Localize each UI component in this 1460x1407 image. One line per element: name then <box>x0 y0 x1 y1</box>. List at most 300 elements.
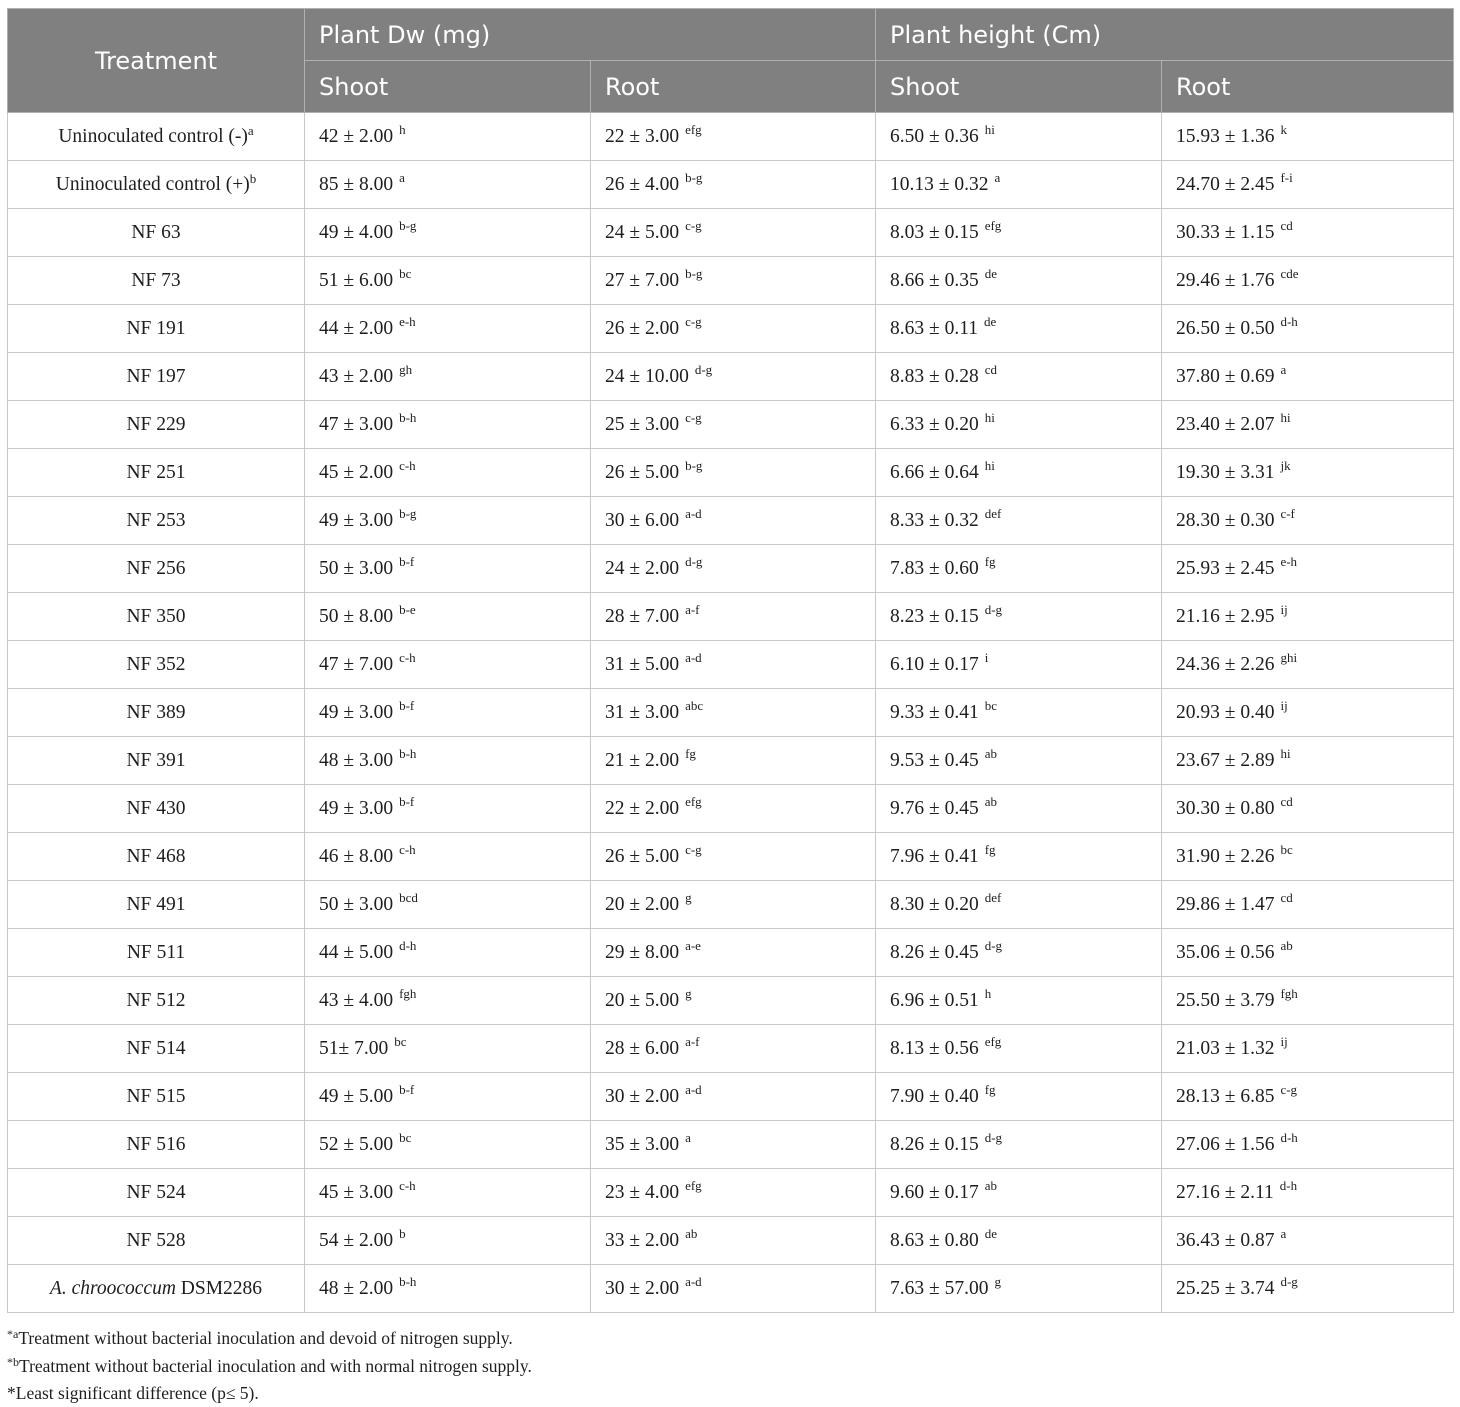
height-root-cell <box>1162 113 1454 161</box>
height-root-cell <box>1162 689 1454 737</box>
height-shoot-value: 8.26 ± 0.45 <box>890 941 979 963</box>
header-height-shoot: Shoot <box>876 61 1162 113</box>
dw-shoot-significance: d-h <box>399 937 417 953</box>
dw-root-cell <box>591 1121 876 1169</box>
treatment-cell <box>8 833 305 881</box>
height-root-significance: k <box>1280 121 1287 137</box>
dw-shoot-value: 43 ± 2.00 <box>319 365 394 387</box>
dw-shoot-value: 49 ± 3.00 <box>319 701 394 723</box>
footnote-mark: b <box>13 1354 19 1369</box>
dw-shoot-value: 47 ± 7.00 <box>319 653 394 675</box>
dw-root-value: 20 ± 5.00 <box>605 989 680 1011</box>
table-row <box>8 497 1454 545</box>
dw-root-cell <box>591 257 876 305</box>
table-row <box>8 833 1454 881</box>
height-shoot-significance: i <box>984 649 989 665</box>
dw-root-significance: ab <box>685 1225 698 1241</box>
dw-shoot-cell <box>305 401 591 449</box>
height-root-value: 24.70 ± 2.45 <box>1176 173 1275 195</box>
height-root-cell <box>1162 353 1454 401</box>
footnote-star: * <box>7 1354 13 1369</box>
height-shoot-value: 8.83 ± 0.28 <box>890 365 979 387</box>
height-shoot-value: 6.96 ± 0.51 <box>890 989 979 1011</box>
height-shoot-cell <box>876 1169 1162 1217</box>
dw-shoot-cell <box>305 833 591 881</box>
height-shoot-value: 6.50 ± 0.36 <box>890 125 979 147</box>
table-row <box>8 545 1454 593</box>
height-root-value: 31.90 ± 2.26 <box>1176 845 1275 867</box>
dw-shoot-cell <box>305 881 591 929</box>
height-shoot-value: 9.33 ± 0.41 <box>890 701 979 723</box>
treatment-name: Uninoculated control (-) <box>58 125 248 147</box>
height-shoot-value: 8.33 ± 0.32 <box>890 509 979 531</box>
height-root-value: 21.03 ± 1.32 <box>1176 1037 1275 1059</box>
height-root-significance: bc <box>1280 841 1293 857</box>
height-shoot-significance: fg <box>984 1081 996 1097</box>
height-root-significance: a <box>1280 1225 1287 1241</box>
treatment-name: NF 63 <box>131 221 181 243</box>
results-table-container <box>7 8 1453 1313</box>
dw-root-value: 25 ± 3.00 <box>605 413 680 435</box>
treatment-name: A. chroococcum <box>49 1277 176 1299</box>
treatment-cell <box>8 1265 305 1313</box>
height-shoot-value: 6.66 ± 0.64 <box>890 461 979 483</box>
height-shoot-cell <box>876 305 1162 353</box>
height-shoot-cell <box>876 977 1162 1025</box>
height-root-significance: cd <box>1280 217 1293 233</box>
dw-root-value: 22 ± 3.00 <box>605 125 680 147</box>
dw-root-cell <box>591 1073 876 1121</box>
treatment-name: NF 256 <box>126 557 186 579</box>
treatment-cell <box>8 1217 305 1265</box>
dw-shoot-value: 49 ± 5.00 <box>319 1085 394 1107</box>
header-dw-root: Root <box>591 61 876 113</box>
treatment-cell <box>8 1025 305 1073</box>
dw-shoot-value: 54 ± 2.00 <box>319 1229 394 1251</box>
footnote <box>7 1326 532 1354</box>
treatment-cell <box>8 785 305 833</box>
treatment-name: NF 253 <box>126 509 186 531</box>
height-shoot-value: 6.10 ± 0.17 <box>890 653 979 675</box>
height-shoot-value: 8.03 ± 0.15 <box>890 221 979 243</box>
height-root-significance: c-g <box>1280 1081 1298 1097</box>
height-shoot-significance: a <box>994 169 1001 185</box>
footnote-text: Treatment without bacterial inoculation and devoid of nitrogen supply. <box>18 1328 513 1348</box>
height-shoot-cell <box>876 1265 1162 1313</box>
dw-root-value: 26 ± 4.00 <box>605 173 680 195</box>
height-shoot-cell <box>876 401 1162 449</box>
dw-root-cell <box>591 785 876 833</box>
height-root-significance: ij <box>1280 1033 1288 1049</box>
treatment-cell <box>8 305 305 353</box>
dw-root-cell <box>591 641 876 689</box>
dw-root-significance: b-g <box>685 169 703 185</box>
height-shoot-significance: de <box>984 1225 997 1241</box>
dw-root-cell <box>591 449 876 497</box>
dw-shoot-value: 43 ± 4.00 <box>319 989 394 1011</box>
height-shoot-significance: hi <box>984 457 995 473</box>
dw-root-cell <box>591 977 876 1025</box>
height-root-value: 29.46 ± 1.76 <box>1176 269 1275 291</box>
dw-shoot-cell <box>305 977 591 1025</box>
height-root-significance: hi <box>1280 409 1291 425</box>
dw-root-significance: efg <box>685 793 702 809</box>
table-row <box>8 113 1454 161</box>
dw-shoot-cell <box>305 353 591 401</box>
dw-root-cell <box>591 689 876 737</box>
footnote-mark: a <box>13 1327 19 1341</box>
height-shoot-value: 8.63 ± 0.80 <box>890 1229 979 1251</box>
height-root-cell <box>1162 593 1454 641</box>
dw-shoot-value: 50 ± 3.00 <box>319 557 394 579</box>
dw-root-significance: efg <box>685 121 702 137</box>
table-row <box>8 257 1454 305</box>
dw-root-value: 31 ± 5.00 <box>605 653 680 675</box>
table-row <box>8 1265 1454 1313</box>
height-root-value: 27.16 ± 2.11 <box>1176 1181 1274 1203</box>
height-shoot-value: 8.26 ± 0.15 <box>890 1133 979 1155</box>
dw-root-value: 26 ± 5.00 <box>605 461 680 483</box>
table-row <box>8 641 1454 689</box>
footnote-star: * <box>7 1327 13 1341</box>
height-root-significance: c-f <box>1280 505 1295 521</box>
table-row <box>8 929 1454 977</box>
height-root-significance: a <box>1280 361 1287 377</box>
height-root-cell <box>1162 881 1454 929</box>
height-root-value: 23.40 ± 2.07 <box>1176 413 1275 435</box>
footnote <box>7 1354 532 1382</box>
dw-shoot-cell <box>305 1073 591 1121</box>
dw-shoot-significance: b-f <box>399 553 415 569</box>
dw-shoot-significance: c-h <box>399 649 416 665</box>
footnote-text: Treatment without bacterial inoculation and with normal nitrogen supply. <box>19 1355 532 1376</box>
height-root-cell <box>1162 209 1454 257</box>
footnotes <box>7 1326 532 1407</box>
dw-shoot-cell <box>305 161 591 209</box>
height-root-cell <box>1162 545 1454 593</box>
dw-root-value: 23 ± 4.00 <box>605 1181 680 1203</box>
height-shoot-value: 9.60 ± 0.17 <box>890 1181 979 1203</box>
height-shoot-cell <box>876 353 1162 401</box>
dw-root-value: 26 ± 5.00 <box>605 845 680 867</box>
dw-root-value: 20 ± 2.00 <box>605 893 680 915</box>
treatment-cell <box>8 737 305 785</box>
dw-shoot-cell <box>305 209 591 257</box>
dw-shoot-significance: bcd <box>399 889 418 905</box>
dw-root-cell <box>591 593 876 641</box>
treatment-name: NF 512 <box>126 989 186 1011</box>
dw-root-value: 27 ± 7.00 <box>605 269 680 291</box>
dw-root-significance: d-g <box>694 361 713 377</box>
height-root-value: 37.80 ± 0.69 <box>1176 365 1275 387</box>
dw-shoot-value: 46 ± 8.00 <box>319 845 394 867</box>
height-shoot-cell <box>876 689 1162 737</box>
dw-shoot-significance: b-g <box>399 505 417 521</box>
footnote-text: Least significant difference (p≤ 5). <box>15 1383 259 1403</box>
height-shoot-value: 7.90 ± 0.40 <box>890 1085 979 1107</box>
dw-shoot-cell <box>305 785 591 833</box>
dw-shoot-cell <box>305 737 591 785</box>
height-shoot-value: 6.33 ± 0.20 <box>890 413 979 435</box>
header-dw-shoot: Shoot <box>305 61 591 113</box>
dw-root-value: 28 ± 6.00 <box>605 1037 680 1059</box>
dw-shoot-significance: b-f <box>399 793 415 809</box>
dw-root-cell <box>591 161 876 209</box>
treatment-name: NF 514 <box>126 1037 186 1059</box>
dw-root-cell <box>591 497 876 545</box>
height-root-significance: hi <box>1280 745 1291 761</box>
dw-root-cell <box>591 401 876 449</box>
dw-shoot-significance: b-g <box>399 217 417 233</box>
header-treatment: Treatment <box>8 9 305 113</box>
table-row <box>8 449 1454 497</box>
height-root-value: 25.93 ± 2.45 <box>1176 557 1275 579</box>
height-shoot-value: 7.63 ± 57.00 <box>890 1277 989 1299</box>
dw-shoot-significance: c-h <box>399 841 416 857</box>
treatment-name: NF 389 <box>126 701 186 723</box>
treatment-name: NF 350 <box>126 605 186 627</box>
dw-root-significance: g <box>685 985 692 1001</box>
dw-shoot-value: 48 ± 2.00 <box>319 1277 394 1299</box>
height-root-significance: fgh <box>1280 985 1298 1001</box>
dw-root-cell <box>591 353 876 401</box>
footnote <box>7 1381 532 1407</box>
height-shoot-cell <box>876 881 1162 929</box>
dw-shoot-cell <box>305 257 591 305</box>
treatment-name: Uninoculated control (+) <box>55 173 250 195</box>
height-shoot-value: 8.66 ± 0.35 <box>890 269 979 291</box>
dw-shoot-value: 44 ± 5.00 <box>319 941 394 963</box>
dw-root-cell <box>591 1025 876 1073</box>
dw-shoot-value: 49 ± 3.00 <box>319 509 394 531</box>
treatment-footnote-mark: b <box>249 170 257 186</box>
dw-shoot-significance: bc <box>399 1129 412 1145</box>
height-root-value: 20.93 ± 0.40 <box>1176 701 1275 723</box>
treatment-name: NF 352 <box>126 653 186 675</box>
dw-root-cell <box>591 833 876 881</box>
height-root-cell <box>1162 737 1454 785</box>
height-root-value: 30.30 ± 0.80 <box>1176 797 1275 819</box>
table-row <box>8 977 1454 1025</box>
dw-root-value: 30 ± 2.00 <box>605 1085 680 1107</box>
treatment-cell <box>8 161 305 209</box>
height-shoot-value: 8.63 ± 0.11 <box>890 317 978 339</box>
height-shoot-cell <box>876 161 1162 209</box>
dw-root-significance: a-d <box>685 1081 702 1097</box>
results-table <box>7 8 1454 1313</box>
dw-shoot-significance: fgh <box>399 985 417 1001</box>
dw-root-significance: b-g <box>685 457 703 473</box>
dw-shoot-value: 49 ± 3.00 <box>319 797 394 819</box>
dw-root-significance: c-g <box>685 217 702 233</box>
treatment-cell <box>8 881 305 929</box>
height-root-significance: cd <box>1280 889 1293 905</box>
height-root-cell <box>1162 401 1454 449</box>
dw-shoot-value: 44 ± 2.00 <box>319 317 394 339</box>
dw-shoot-value: 49 ± 4.00 <box>319 221 394 243</box>
dw-shoot-significance: h <box>399 121 406 137</box>
dw-shoot-value: 52 ± 5.00 <box>319 1133 394 1155</box>
height-root-cell <box>1162 257 1454 305</box>
dw-shoot-cell <box>305 305 591 353</box>
treatment-name: NF 524 <box>126 1181 186 1203</box>
height-root-value: 19.30 ± 3.31 <box>1176 461 1275 483</box>
dw-shoot-value: 42 ± 2.00 <box>319 125 394 147</box>
treatment-cell <box>8 641 305 689</box>
height-root-cell <box>1162 1025 1454 1073</box>
table-row <box>8 1217 1454 1265</box>
dw-root-significance: abc <box>685 697 704 713</box>
height-root-value: 29.86 ± 1.47 <box>1176 893 1275 915</box>
dw-root-cell <box>591 1217 876 1265</box>
dw-shoot-value: 85 ± 8.00 <box>319 173 394 195</box>
dw-root-cell <box>591 209 876 257</box>
height-shoot-significance: ab <box>984 1177 997 1193</box>
height-shoot-significance: bc <box>984 697 997 713</box>
dw-shoot-cell <box>305 1169 591 1217</box>
height-shoot-cell <box>876 785 1162 833</box>
height-root-cell <box>1162 929 1454 977</box>
height-root-value: 28.13 ± 6.85 <box>1176 1085 1275 1107</box>
height-shoot-significance: hi <box>984 409 995 425</box>
height-root-significance: d-h <box>1280 313 1298 329</box>
treatment-name: NF 515 <box>126 1085 186 1107</box>
table-row <box>8 305 1454 353</box>
height-root-value: 23.67 ± 2.89 <box>1176 749 1275 771</box>
dw-root-cell <box>591 305 876 353</box>
dw-root-value: 30 ± 2.00 <box>605 1277 680 1299</box>
height-shoot-significance: hi <box>984 121 995 137</box>
dw-root-significance: c-g <box>685 313 702 329</box>
height-root-significance: f-i <box>1280 169 1293 185</box>
height-shoot-value: 9.76 ± 0.45 <box>890 797 979 819</box>
treatment-name: NF 468 <box>126 845 186 867</box>
table-row <box>8 593 1454 641</box>
dw-shoot-significance: bc <box>394 1033 407 1049</box>
height-shoot-significance: efg <box>984 1033 1002 1049</box>
height-root-cell <box>1162 1265 1454 1313</box>
dw-root-cell <box>591 113 876 161</box>
treatment-name: NF 528 <box>126 1229 186 1251</box>
height-shoot-significance: fg <box>984 553 996 569</box>
height-shoot-significance: de <box>984 265 997 281</box>
treatment-cell <box>8 689 305 737</box>
height-shoot-cell <box>876 641 1162 689</box>
height-shoot-significance: d-g <box>984 601 1003 617</box>
dw-shoot-value: 48 ± 3.00 <box>319 749 394 771</box>
height-root-cell <box>1162 1073 1454 1121</box>
height-shoot-value: 8.23 ± 0.15 <box>890 605 979 627</box>
height-shoot-significance: h <box>984 985 992 1001</box>
height-root-significance: e-h <box>1280 553 1298 569</box>
height-root-cell <box>1162 833 1454 881</box>
dw-root-cell <box>591 737 876 785</box>
dw-root-significance: a-f <box>685 1033 700 1049</box>
dw-shoot-significance: a <box>399 169 405 185</box>
treatment-cell <box>8 449 305 497</box>
dw-shoot-value: 50 ± 8.00 <box>319 605 394 627</box>
height-shoot-cell <box>876 497 1162 545</box>
dw-root-value: 21 ± 2.00 <box>605 749 680 771</box>
dw-shoot-cell <box>305 1121 591 1169</box>
height-root-value: 30.33 ± 1.15 <box>1176 221 1275 243</box>
height-shoot-significance: fg <box>984 841 996 857</box>
treatment-cell <box>8 257 305 305</box>
dw-shoot-value: 47 ± 3.00 <box>319 413 394 435</box>
dw-shoot-cell <box>305 929 591 977</box>
height-root-cell <box>1162 1217 1454 1265</box>
height-shoot-value: 7.96 ± 0.41 <box>890 845 979 867</box>
dw-root-value: 33 ± 2.00 <box>605 1229 680 1251</box>
header-plant-dw: Plant Dw (mg) <box>305 9 876 61</box>
dw-shoot-significance: b-h <box>399 409 417 425</box>
dw-shoot-cell <box>305 641 591 689</box>
treatment-name: NF 491 <box>126 893 186 915</box>
table-body <box>8 113 1454 1313</box>
treatment-cell <box>8 1121 305 1169</box>
height-root-cell <box>1162 497 1454 545</box>
treatment-cell <box>8 497 305 545</box>
treatment-name: NF 430 <box>126 797 186 819</box>
height-shoot-significance: cd <box>984 361 997 377</box>
height-root-significance: cd <box>1280 793 1293 809</box>
height-shoot-significance: d-g <box>984 937 1003 953</box>
dw-shoot-cell <box>305 593 591 641</box>
height-root-significance: ab <box>1280 937 1293 953</box>
dw-root-value: 28 ± 7.00 <box>605 605 680 627</box>
table-row <box>8 401 1454 449</box>
dw-shoot-significance: gh <box>399 361 413 377</box>
treatment-name: NF 197 <box>126 365 186 387</box>
height-root-value: 27.06 ± 1.56 <box>1176 1133 1275 1155</box>
treatment-name: NF 229 <box>126 413 186 435</box>
height-shoot-significance: d-g <box>984 1129 1003 1145</box>
height-shoot-significance: efg <box>984 217 1002 233</box>
dw-shoot-cell <box>305 449 591 497</box>
treatment-footnote-mark: a <box>247 122 254 138</box>
height-shoot-cell <box>876 209 1162 257</box>
height-root-cell <box>1162 641 1454 689</box>
height-root-value: 21.16 ± 2.95 <box>1176 605 1275 627</box>
height-root-cell <box>1162 1169 1454 1217</box>
height-shoot-cell <box>876 449 1162 497</box>
dw-shoot-cell <box>305 689 591 737</box>
dw-shoot-significance: c-h <box>399 1177 416 1193</box>
dw-root-significance: c-g <box>685 841 702 857</box>
dw-root-significance: a <box>685 1129 691 1145</box>
treatment-name: NF 511 <box>126 941 186 963</box>
table-row <box>8 1121 1454 1169</box>
dw-root-value: 24 ± 2.00 <box>605 557 680 579</box>
dw-root-significance: a-e <box>685 937 701 953</box>
height-root-value: 25.50 ± 3.79 <box>1176 989 1275 1011</box>
header-plant-height: Plant height (Cm) <box>876 9 1454 61</box>
table-row <box>8 1025 1454 1073</box>
height-shoot-cell <box>876 113 1162 161</box>
height-root-value: 36.43 ± 0.87 <box>1176 1229 1275 1251</box>
height-shoot-value: 8.30 ± 0.20 <box>890 893 979 915</box>
table-row <box>8 353 1454 401</box>
height-shoot-significance: de <box>983 313 997 329</box>
header-height-root: Root <box>1162 61 1454 113</box>
dw-shoot-significance: c-h <box>399 457 416 473</box>
height-root-cell <box>1162 305 1454 353</box>
dw-shoot-significance: b <box>399 1225 406 1241</box>
height-shoot-cell <box>876 1025 1162 1073</box>
height-root-cell <box>1162 161 1454 209</box>
header-row-groups <box>8 9 1454 61</box>
dw-shoot-cell <box>305 1265 591 1313</box>
